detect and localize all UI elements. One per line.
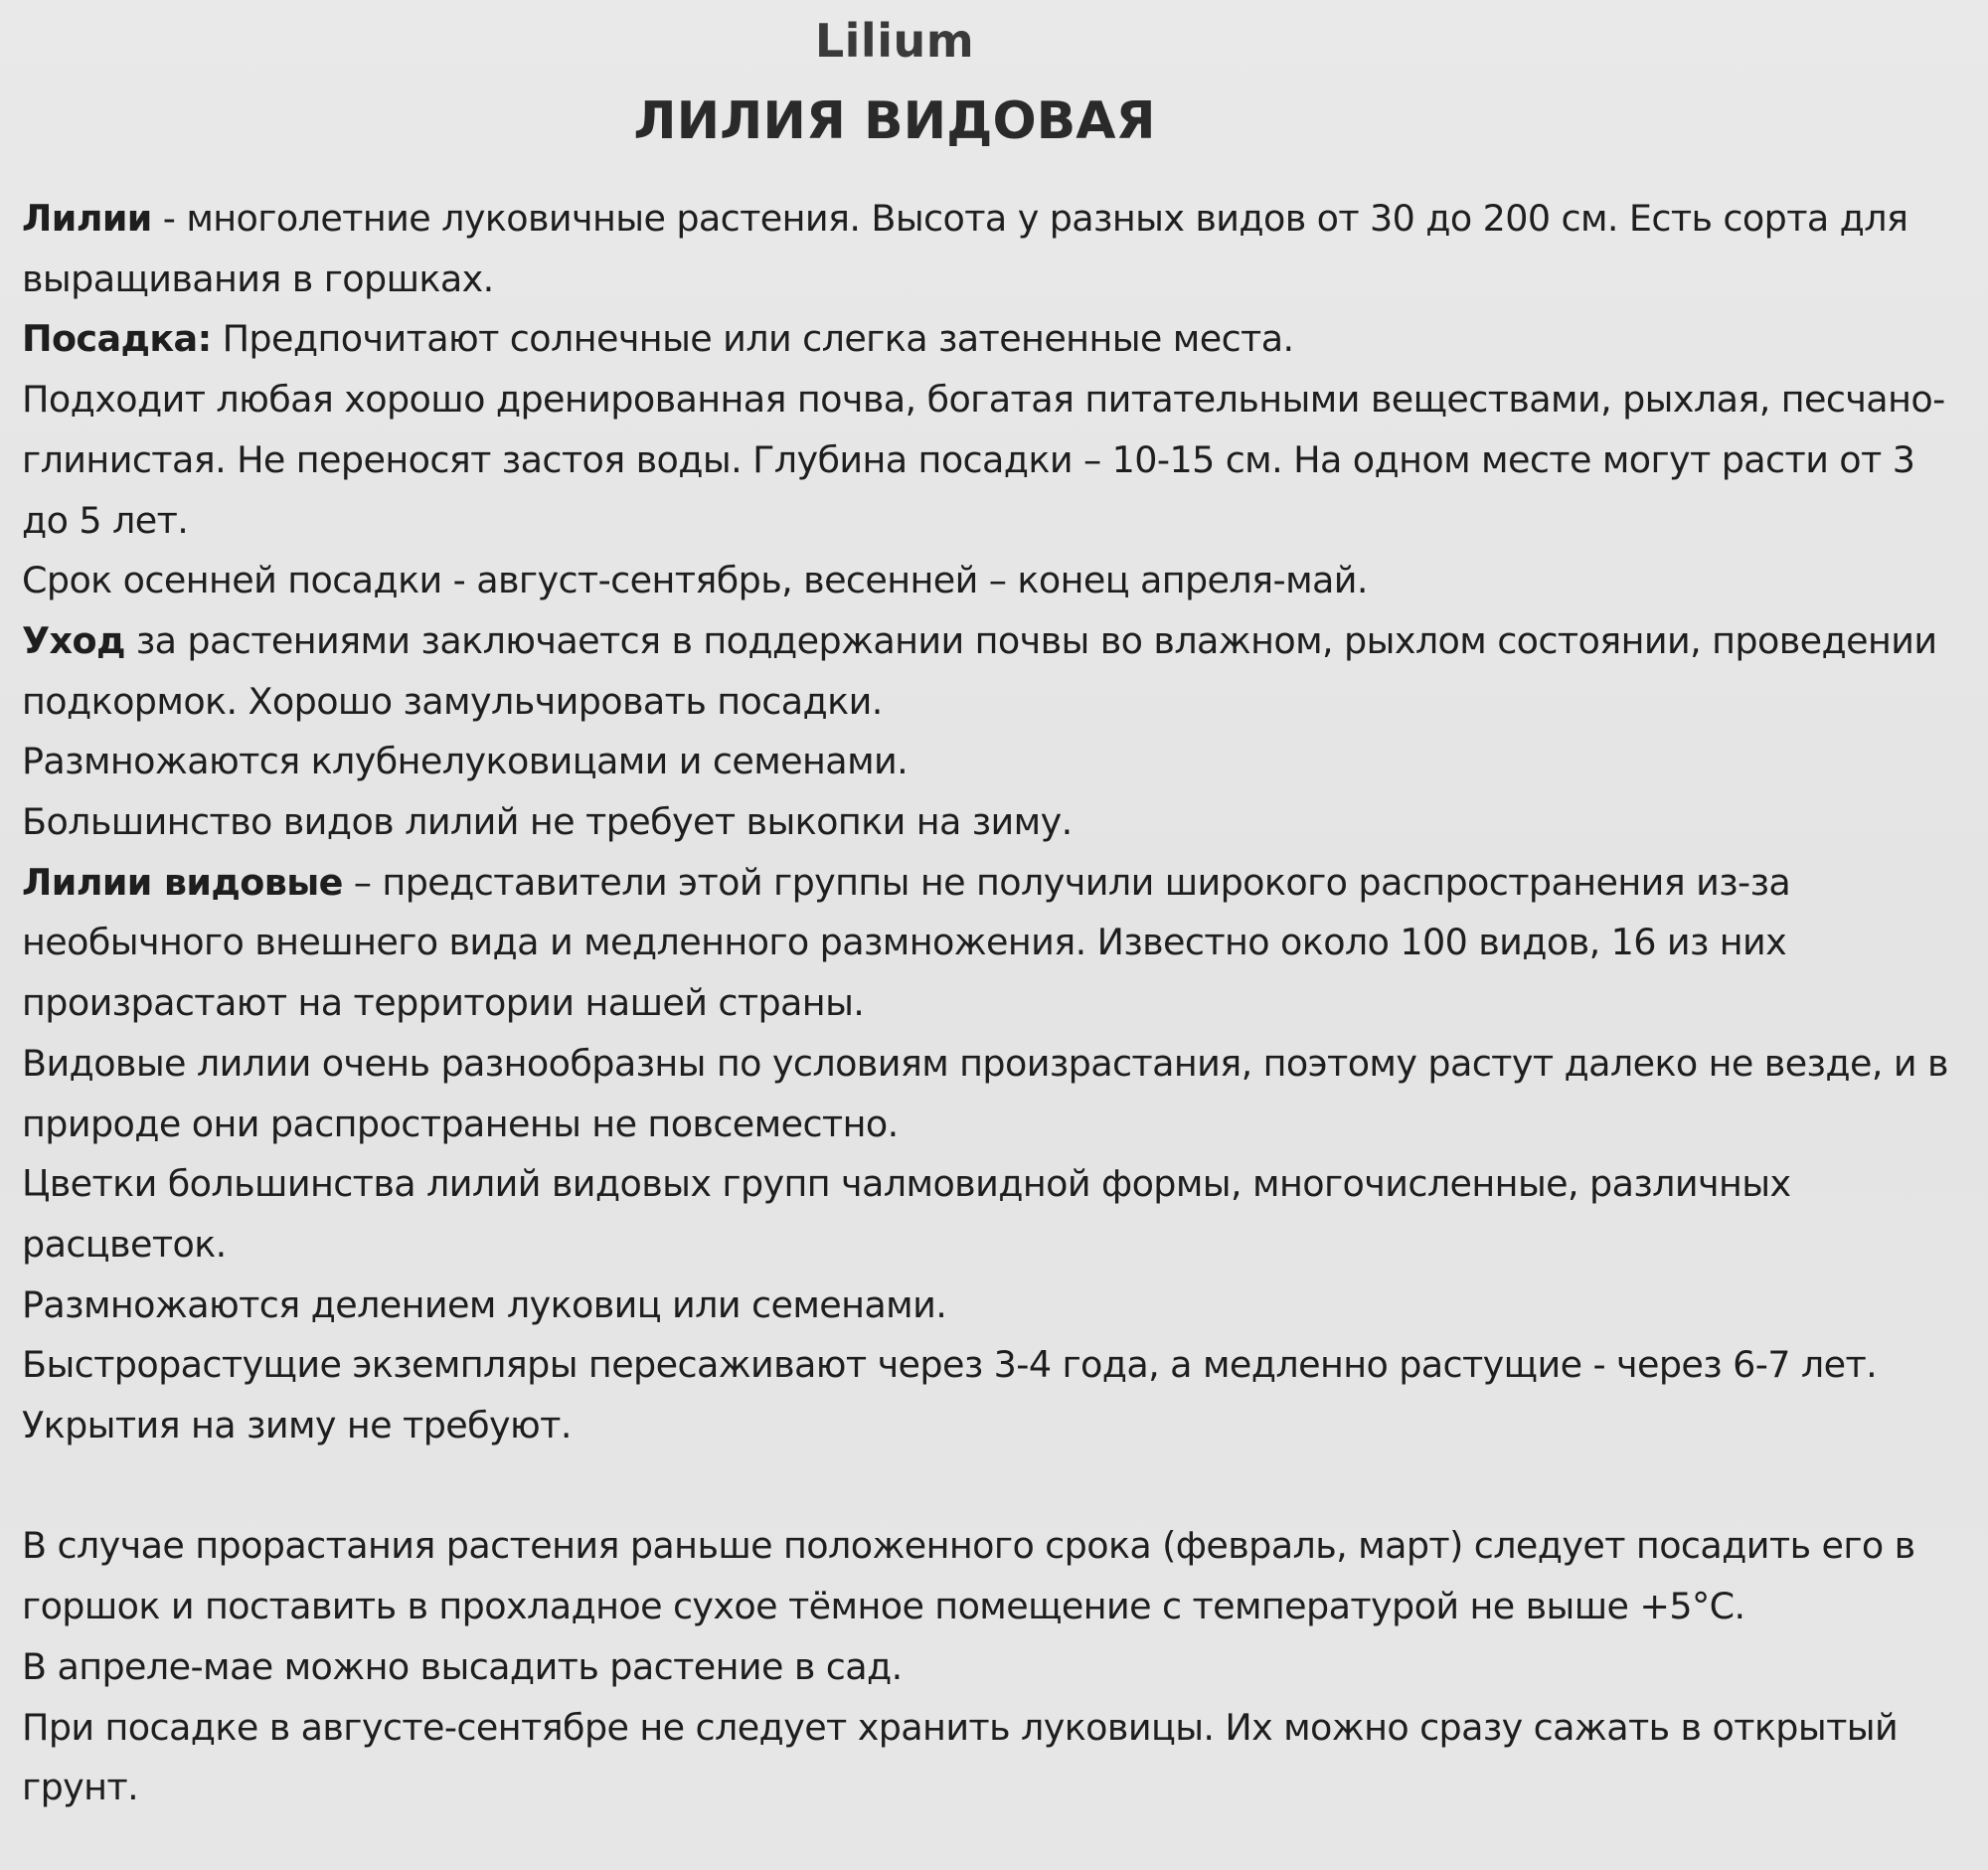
paragraph-propagation: Размножаются клубнелуковицами и семенами. — [22, 740, 909, 783]
paragraph-division: Размножаются делением луковиц или семенами. — [22, 1282, 947, 1326]
paragraph-species-lilies: Лилии видовые – представители этой группы не получили широкого распространения из-за необычного внешнего вида и медленного размножения. Известно около 100 видов, 16 из них произрастают на территории нашей страны. — [22, 860, 1791, 1025]
paragraph-winter-digging: Большинство видов лилий не требует выкопки на зиму. — [22, 800, 1073, 844]
paragraph-intro: Лилии - многолетние луковичные растения. Высота у разных видов от 30 до 200 см. Есть сорта для выращивания в горшках. — [22, 197, 1908, 300]
paragraph-replanting: Быстрорастущие экземпляры пересаживают через 3-4 года, а медленно растущие - через 6-7 лет. — [22, 1343, 1878, 1387]
paragraph-planting: Посадка: Предпочитают солнечные или слегка затененные места. — [22, 317, 1294, 361]
term-planting: Посадка: — [22, 317, 212, 361]
paragraph-care: Уход за растениями заключается в поддержании почвы во влажном, рыхлом состоянии, проведении подкормок. Хорошо замульчировать посадки. — [22, 618, 1937, 723]
paragraph-early-sprouting: В случае прорастания растения раньше положенного срока (февраль, март) следует посадить его в горшок и поставить в прохладное сухое тёмное помещение с температурой не выше +5°С. — [22, 1524, 1915, 1628]
description-body — [22, 189, 1970, 1818]
paragraph-diversity: Видовые лилии очень разнообразны по условиям произрастания, поэтому растут далеко не везде, и в природе они распространены не повсеместно. — [22, 1041, 1948, 1145]
paragraph-winter-cover: Укрытия на зиму не требуют. — [22, 1404, 572, 1447]
page-title: ЛИЛИЯ ВИДОВАЯ — [633, 91, 1156, 151]
paragraph-april-may: В апреле-мае можно высадить растение в сад. — [22, 1644, 903, 1688]
latin-name: Lilium — [814, 14, 975, 68]
term-care: Уход — [22, 618, 125, 662]
paragraph-planting-time: Срок осенней посадки - август-сентябрь, весенней – конец апреля-май. — [22, 559, 1368, 602]
paragraph-august-september: При посадке в августе-сентябре не следует хранить луковицы. Их можно сразу сажать в открытый грунт. — [22, 1705, 1899, 1809]
term-lilies: Лилии — [22, 197, 152, 240]
paragraph-soil: Подходит любая хорошо дренированная почва, богатая питательными веществами, рыхлая, песчано-глинистая. Не переносят застоя воды. Глубина посадки – 10-15 см. На одном месте могут расти от 3 до 5 лет. — [22, 378, 1945, 542]
term-species-lilies: Лилии видовые — [22, 860, 343, 904]
paragraph-flowers: Цветки большинства лилий видовых групп чалмовидной формы, многочисленные, различных расцветок. — [22, 1162, 1791, 1266]
